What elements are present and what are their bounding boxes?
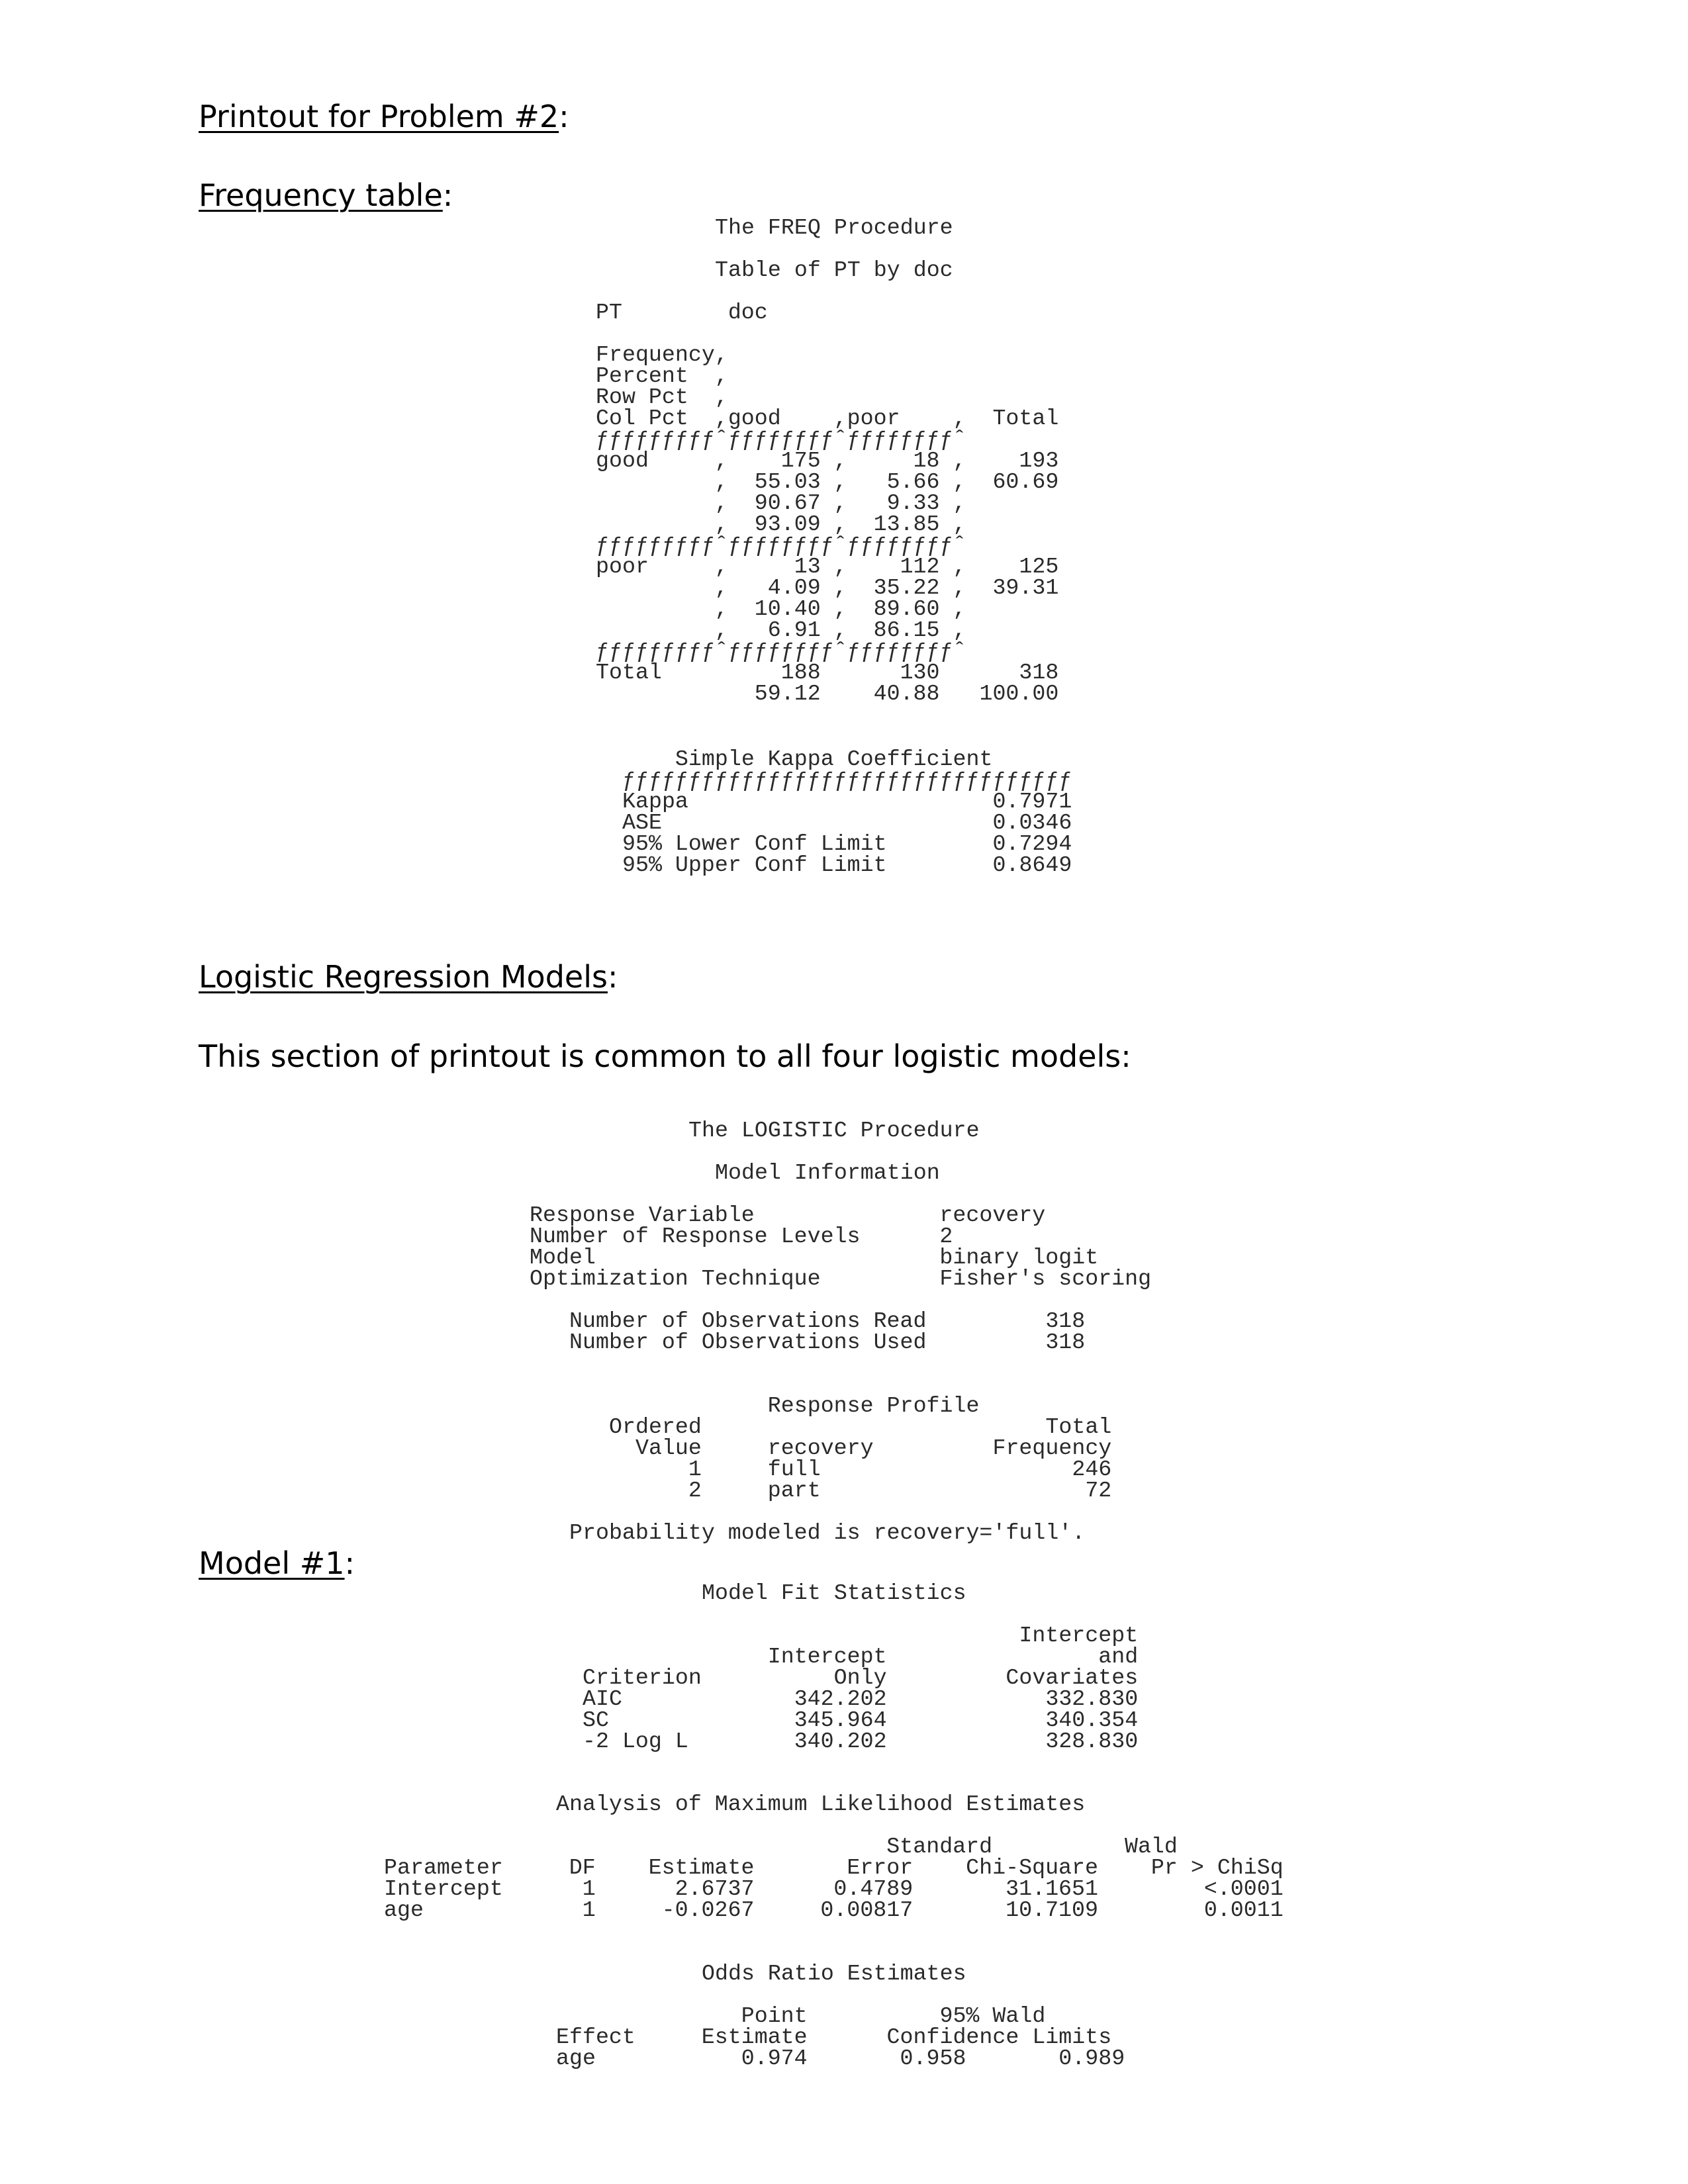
probability-note: Probability modeled is recovery='full'. bbox=[569, 1520, 1086, 1545]
logistic-heading bbox=[199, 958, 618, 995]
model-information-table: Response Variable recovery Number of Response Levels 2 Model binary logit Optimization Technique Fisher's scoring bbox=[530, 1203, 1152, 1291]
kappa-output: Simple Kappa Coefficient ƒƒƒƒƒƒƒƒƒƒƒƒƒƒƒƒƒƒƒƒƒƒƒƒƒƒƒƒƒƒƒƒƒƒ Kappa 0.7971 ASE 0.0346 95% Lower Conf Limit 0.7294 95% Upper Conf Limit 0.8649 bbox=[622, 747, 1072, 878]
freq-table-title: Table of PT by doc bbox=[715, 257, 953, 283]
odds-ratio-title: Odds Ratio Estimates bbox=[702, 1961, 966, 1986]
logistic-procedure-title: The LOGISTIC Procedure bbox=[688, 1118, 980, 1143]
frequency-table-heading-colon: : bbox=[442, 177, 453, 213]
odds-ratio-table: Point 95% Wald Effect Estimate Confidence Limits age 0.974 0.958 0.989 bbox=[556, 2003, 1125, 2071]
freq-procedure-title: The FREQ Procedure bbox=[715, 215, 953, 240]
crosstab-output: PT doc Frequency, Percent , Row Pct , Col Pct ,good ,poor , Total ƒƒƒƒƒƒƒƒƒˆƒƒƒƒƒƒƒƒˆƒƒƒƒƒƒƒƒˆ good , 175 , 18 , 193 , 55.03 , 5.66 , 60.69 , 90.67 , 9.33 , , 93.09 , 13.85 , ƒƒƒƒƒƒƒƒƒˆƒƒƒƒƒƒƒƒˆƒƒƒƒƒƒƒƒˆ poor , 13 , 112 , 125 , 4.09 , 35.22 , 39.31 , 10.40 , 89.60 , , 6.91 , 86.15 , ƒƒƒƒƒƒƒƒƒˆƒƒƒƒƒƒƒƒˆƒƒƒƒƒƒƒƒˆ Total 188 130 318 59.12 40.88 100.00 bbox=[596, 300, 1059, 706]
mle-table: Standard Wald Parameter DF Estimate Error Chi-Square Pr > ChiSq Intercept 1 2.6737 0.4789 31.1651 <.0001 age 1 -0.0267 0.00817 10.7109 0.0011 bbox=[384, 1834, 1284, 1923]
logistic-heading-colon: : bbox=[607, 959, 618, 995]
observations-table: Number of Observations Read 318 Number of Observations Used 318 bbox=[569, 1308, 1086, 1355]
common-note: This section of printout is common to all four logistic models: bbox=[199, 1038, 1131, 1074]
model1-heading-colon: : bbox=[344, 1545, 355, 1581]
logistic-heading-label: Logistic Regression Models bbox=[199, 959, 608, 995]
frequency-table-heading-label: Frequency table bbox=[199, 177, 443, 213]
problem-heading-colon: : bbox=[559, 99, 569, 134]
fit-statistics-title: Model Fit Statistics bbox=[702, 1580, 966, 1606]
problem-heading-label: Printout for Problem #2 bbox=[199, 99, 559, 134]
frequency-table-heading bbox=[199, 177, 453, 214]
model-information-title: Model Information bbox=[715, 1160, 940, 1185]
mle-title: Analysis of Maximum Likelihood Estimates bbox=[556, 1792, 1086, 1817]
model1-heading-label: Model #1 bbox=[199, 1545, 345, 1581]
response-profile-table: Response Profile Ordered Total Value recovery Frequency 1 full 246 2 part 72 bbox=[609, 1393, 1112, 1503]
problem-heading bbox=[199, 98, 569, 135]
fit-statistics-table: Intercept Intercept and Criterion Only Covariates AIC 342.202 332.830 SC 345.964 340.354 -2 Log L 340.202 328.830 bbox=[583, 1623, 1139, 1754]
model1-heading bbox=[199, 1545, 355, 1582]
